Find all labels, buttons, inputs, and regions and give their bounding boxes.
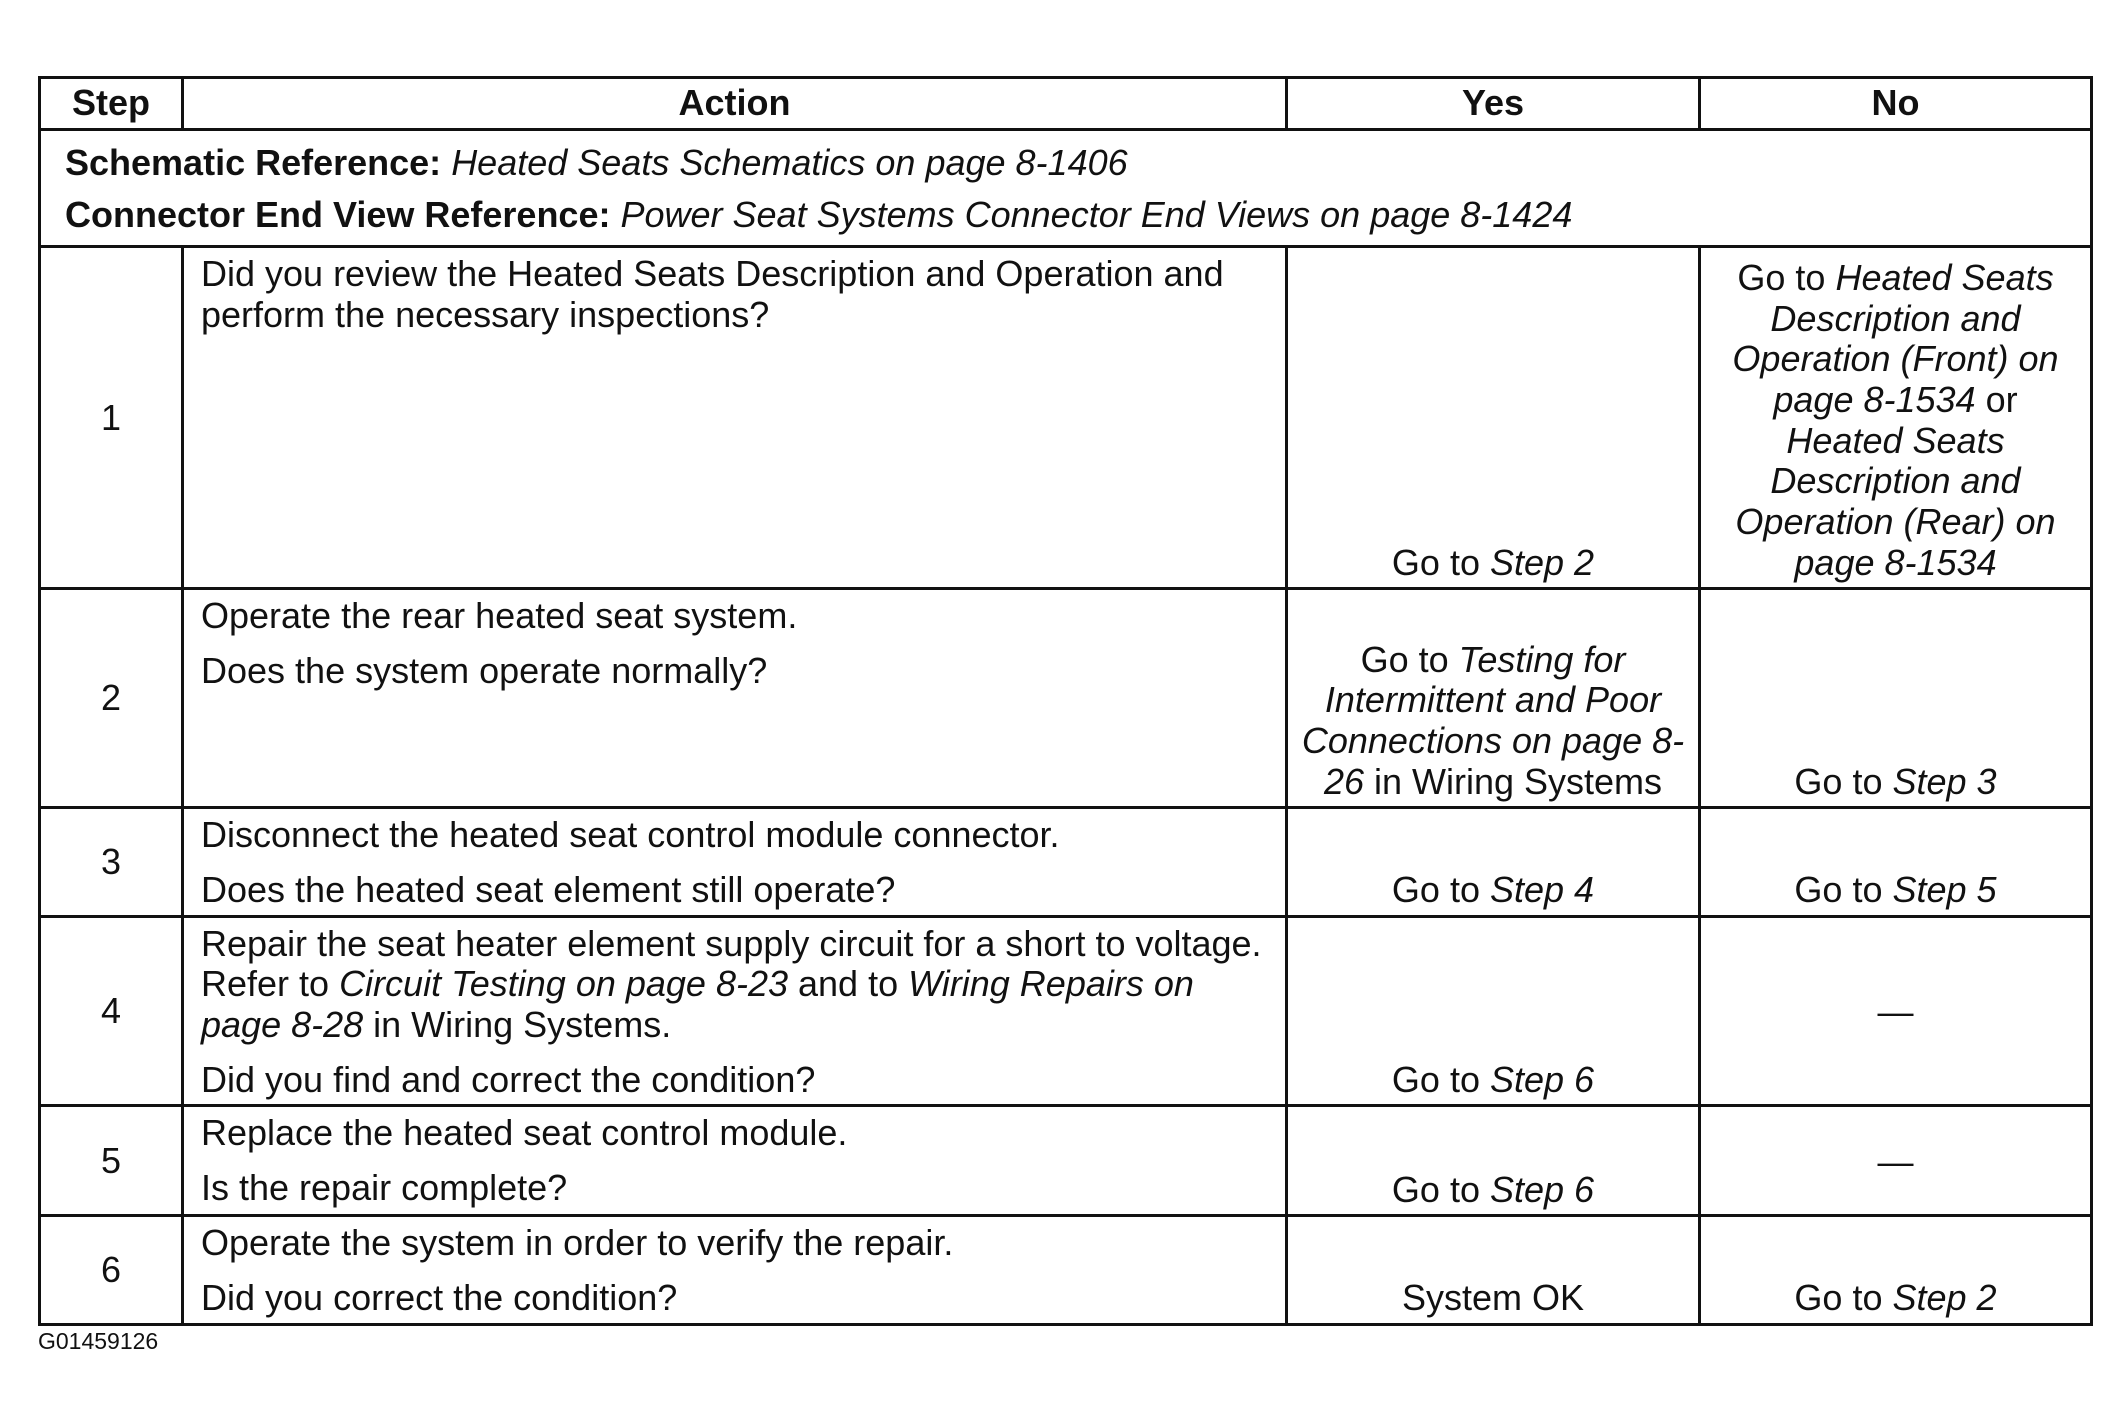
- action-question: Did you correct the condition?: [201, 1277, 678, 1319]
- action-cell: [183, 589, 1287, 808]
- schematic-reference-link[interactable]: Heated Seats Schematics on page 8-1406: [451, 142, 1128, 183]
- step-number: 1: [40, 247, 183, 589]
- no-cell: [1700, 1106, 2092, 1216]
- yes-step-link[interactable]: Step 4: [1489, 869, 1595, 911]
- step-number: 5: [40, 1106, 183, 1216]
- action-cell: [183, 916, 1287, 1106]
- action-text: Operate the rear heated seat system.: [201, 595, 798, 637]
- go-to-text: Go to: [1794, 869, 1893, 911]
- table-row: [40, 589, 2092, 808]
- action-text-part: and to: [788, 963, 909, 1005]
- no-dash: —: [1877, 990, 1914, 1032]
- header-no: No: [1700, 78, 2092, 130]
- no-link-front[interactable]: Heated Seats Description and Operation (Front) on page 8-1534: [1732, 257, 2059, 421]
- table-row: [40, 247, 2092, 589]
- go-to-text: Go to: [1794, 760, 1893, 802]
- yes-cell: [1287, 1106, 1700, 1216]
- no-cell: [1700, 247, 2092, 589]
- schematic-reference-label: Schematic Reference:: [65, 142, 442, 183]
- step-number: 3: [40, 808, 183, 916]
- action-text: Disconnect the heated seat control module connector.: [201, 814, 1060, 856]
- go-to-text: Go to: [1391, 1058, 1490, 1100]
- action-question: Did you find and correct the condition?: [201, 1058, 816, 1100]
- action-text-part: Repair the seat heater element supply circuit for a short to voltage. Refer to: [201, 922, 1262, 1005]
- go-to-text: Go to: [1794, 1277, 1893, 1319]
- header-action: Action: [183, 78, 1287, 130]
- header-row: [40, 78, 2092, 130]
- no-step-link[interactable]: Step 5: [1892, 869, 1997, 911]
- yes-cell: [1287, 247, 1700, 589]
- go-to-text: Go to: [1391, 541, 1490, 583]
- no-cell: [1700, 808, 2092, 916]
- action-question: Does the heated seat element still operate?: [201, 869, 896, 911]
- go-to-text: Go to: [1360, 638, 1459, 680]
- yes-cell: [1287, 808, 1700, 916]
- connector-reference: [65, 189, 2070, 241]
- schematic-reference: [65, 137, 2070, 189]
- yes-cell: [1287, 916, 1700, 1106]
- table-row: [40, 1216, 2092, 1324]
- connector-reference-label: Connector End View Reference:: [65, 194, 611, 236]
- action-question: Does the system operate normally?: [201, 650, 768, 692]
- no-step-link[interactable]: Step 3: [1892, 760, 1997, 802]
- yes-step-link[interactable]: Step 6: [1489, 1058, 1595, 1100]
- yes-suffix-text: in Wiring Systems: [1363, 760, 1663, 802]
- yes-cell: [1287, 589, 1700, 808]
- no-step-link[interactable]: Step 2: [1892, 1277, 1997, 1319]
- reference-row: [40, 130, 2092, 247]
- step-number: 2: [40, 589, 183, 808]
- yes-cell: [1287, 1216, 1700, 1324]
- header-yes: Yes: [1287, 78, 1700, 130]
- yes-step-link[interactable]: Step 2: [1489, 541, 1595, 583]
- or-text: or: [1975, 379, 2018, 421]
- table-row: [40, 916, 2092, 1106]
- no-cell: [1700, 916, 2092, 1106]
- no-cell: [1700, 589, 2092, 808]
- action-question: Is the repair complete?: [201, 1167, 568, 1209]
- action-cell: [183, 1106, 1287, 1216]
- step-number: 4: [40, 916, 183, 1106]
- action-cell: [183, 1216, 1287, 1324]
- reference-cell: [40, 130, 2092, 247]
- wiring-repairs-link[interactable]: Wiring Repairs on page 8-28: [201, 963, 1194, 1046]
- yes-link-testing[interactable]: Testing for Intermittent and Poor Connections on page 8-26: [1301, 638, 1685, 802]
- figure-id: G01459126: [38, 1328, 159, 1354]
- header-step: Step: [40, 78, 183, 130]
- no-link-rear[interactable]: Heated Seats Description and Operation (Rear) on page 8-1534: [1735, 419, 2056, 583]
- action-cell: [183, 247, 1287, 589]
- action-text: Replace the heated seat control module.: [201, 1112, 848, 1154]
- system-ok-text: System OK: [1401, 1277, 1585, 1319]
- diagnostic-table: [38, 76, 2093, 1326]
- action-text: Operate the system in order to verify the repair.: [201, 1222, 954, 1264]
- no-dash: —: [1877, 1140, 1914, 1182]
- yes-step-link[interactable]: Step 6: [1489, 1168, 1595, 1210]
- go-to-text: Go to: [1737, 257, 1836, 298]
- go-to-text: Go to: [1391, 869, 1490, 911]
- action-text: Did you review the Heated Seats Description and Operation and perform the necessary inspections?: [201, 253, 1224, 336]
- no-cell: [1700, 1216, 2092, 1324]
- table-row: [40, 1106, 2092, 1216]
- action-text-part: in Wiring Systems.: [363, 1004, 672, 1046]
- step-number: 6: [40, 1216, 183, 1324]
- action-text: [201, 924, 1271, 1046]
- action-cell: [183, 808, 1287, 916]
- table-row: [40, 808, 2092, 916]
- connector-reference-link[interactable]: Power Seat Systems Connector End Views on page 8-1424: [620, 194, 1573, 236]
- circuit-testing-link[interactable]: Circuit Testing on page 8-23: [339, 963, 789, 1005]
- go-to-text: Go to: [1391, 1168, 1490, 1210]
